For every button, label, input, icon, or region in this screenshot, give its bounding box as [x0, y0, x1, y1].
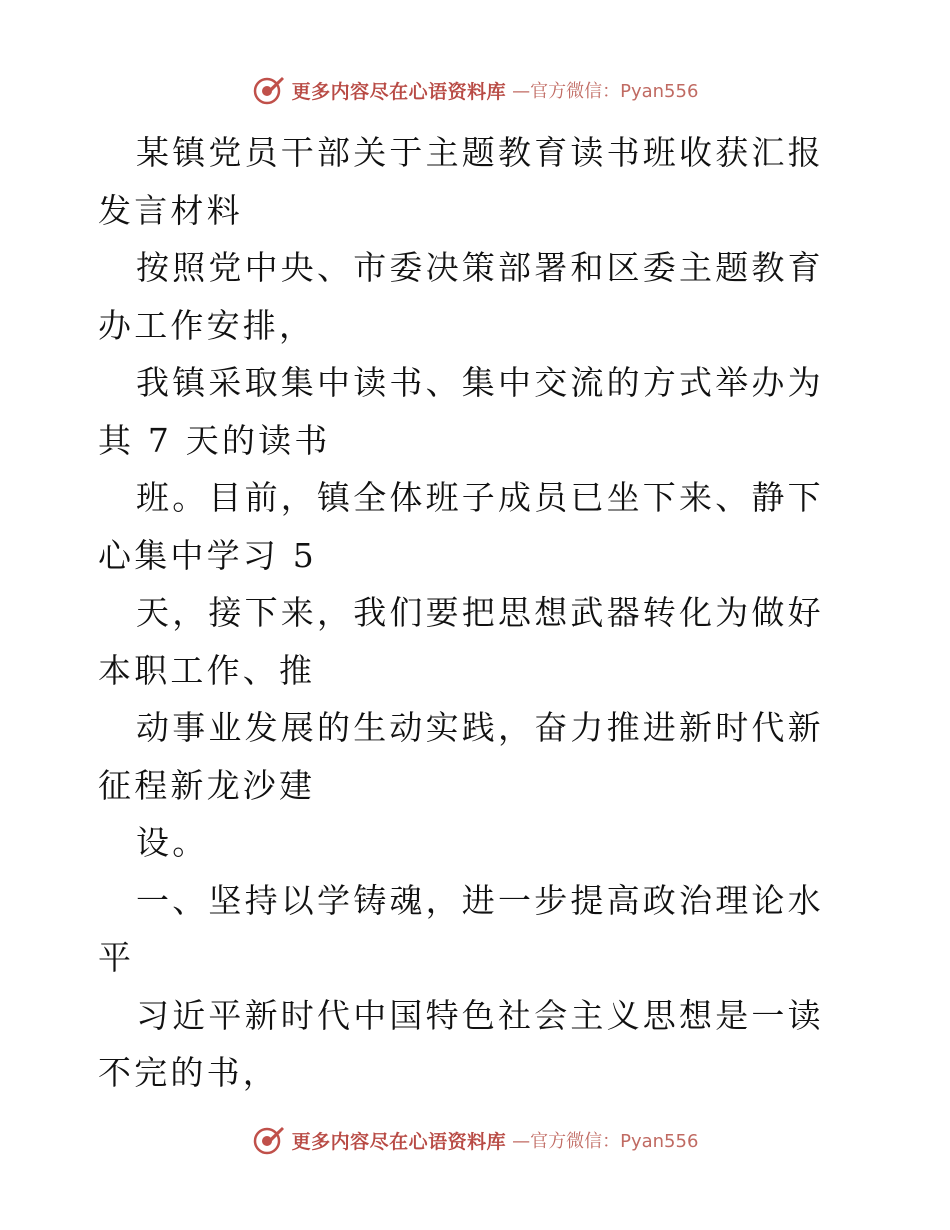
section-heading: 一、坚持以学铸魂，进一步提高政治理论水平 — [98, 880, 824, 977]
paragraph: 设。 — [136, 823, 209, 862]
paragraph: 动事业发展的生动实践，奋力推进新时代新征程新龙沙建 — [98, 708, 824, 805]
brand-text: 更多内容尽在心语资料库 — [291, 1130, 507, 1153]
paragraph: 按照党中央、市委决策部署和区委主题教育办工作安排， — [98, 248, 824, 345]
header-watermark — [0, 70, 950, 110]
wechat-text: —官方微信：Pyan556 — [512, 1131, 699, 1152]
paragraph: 习近平新时代中国特色社会主义思想是一读不完的书， — [98, 995, 824, 1092]
document-body — [98, 124, 858, 1102]
footer-watermark — [0, 1120, 950, 1160]
paragraph: 班。目前，镇全体班子成员已坐下来、静下心集中学习 5 — [98, 478, 824, 575]
wechat-text: —官方微信：Pyan556 — [512, 81, 699, 102]
pen-logo-icon — [252, 1123, 286, 1157]
brand-text: 更多内容尽在心语资料库 — [291, 80, 507, 103]
pen-logo-icon — [252, 73, 286, 107]
paragraph: 我镇采取集中读书、集中交流的方式举办为其 7 天的读书 — [98, 363, 824, 460]
paragraph: 天，接下来，我们要把思想武器转化为做好本职工作、推 — [98, 593, 824, 690]
doc-title: 某镇党员干部关于主题教育读书班收获汇报发言材料 — [98, 133, 824, 230]
